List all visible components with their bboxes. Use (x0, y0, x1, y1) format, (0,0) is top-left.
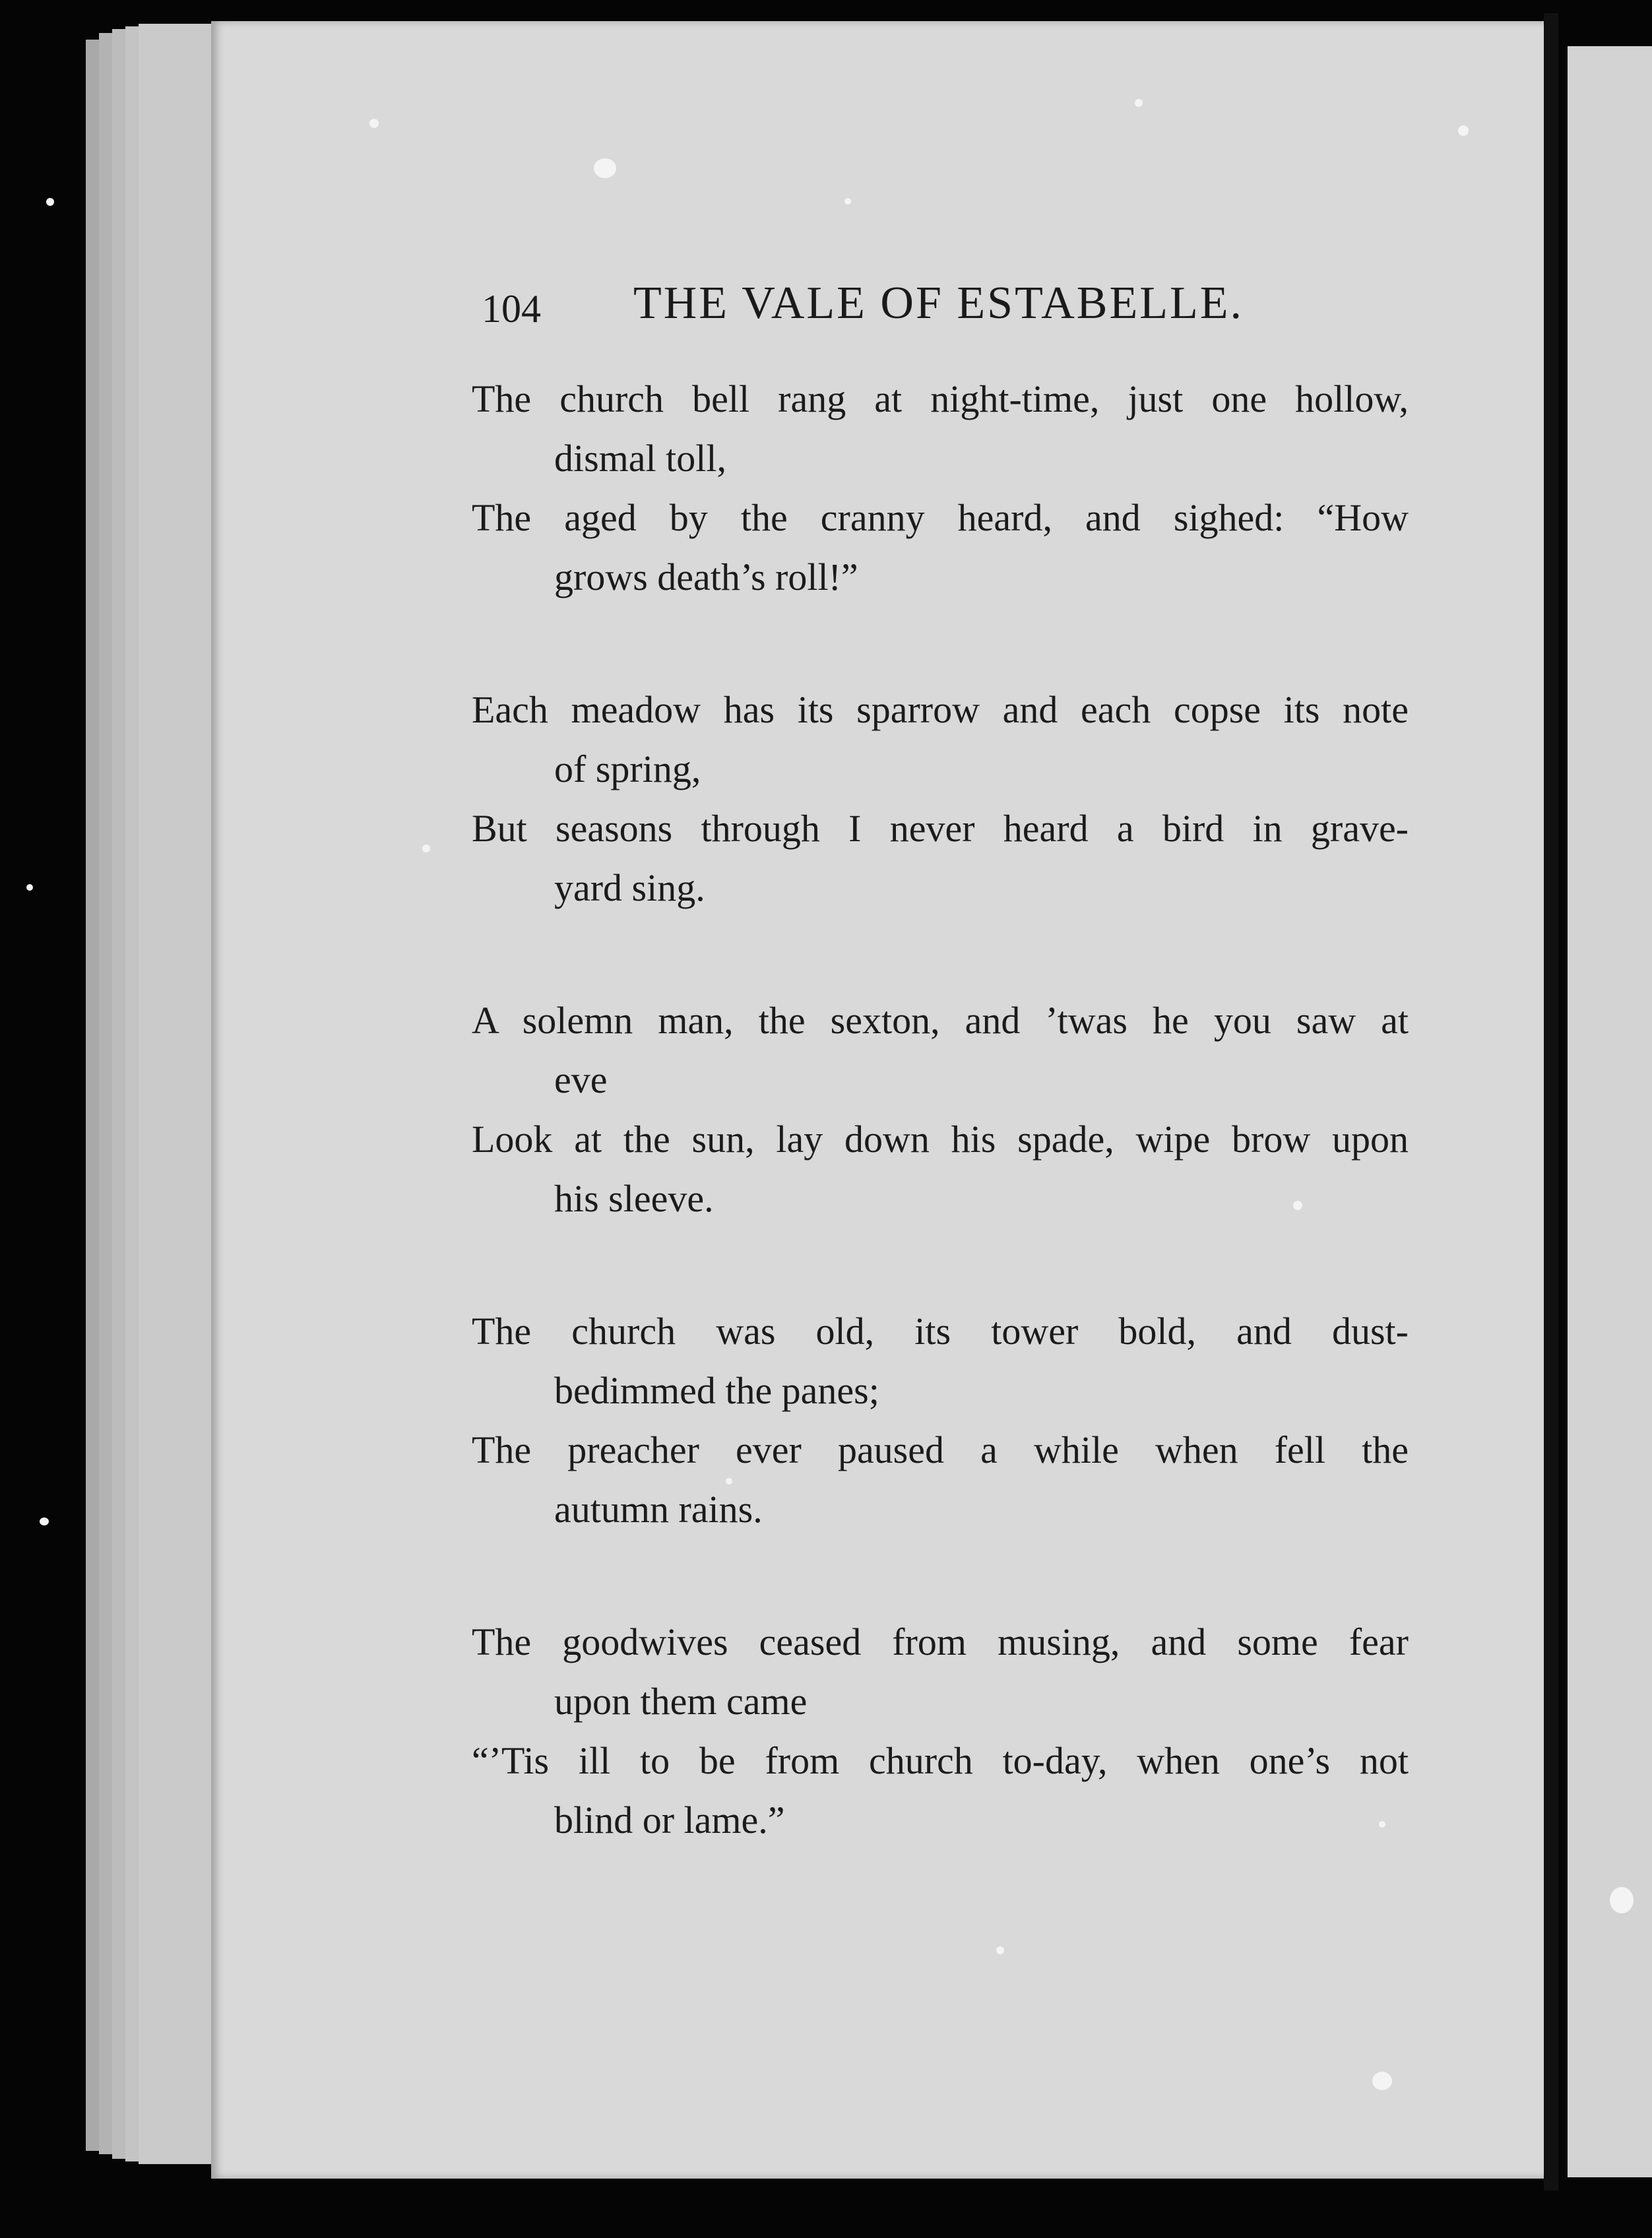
dust-speck (1293, 1201, 1302, 1210)
dust-speck (46, 198, 54, 206)
verse-line: The aged by the cranny heard, and sighed: “How (472, 496, 1409, 539)
dust-speck (1372, 2072, 1392, 2090)
dust-speck (996, 1946, 1004, 1954)
verse-line-continuation: upon them came (554, 1680, 808, 1723)
dust-speck (1610, 1887, 1634, 1913)
verse-line-continuation: autumn rains. (554, 1488, 763, 1531)
verse-line: Each meadow has its sparrow and each copse its note (472, 688, 1409, 731)
page-number: 104 (482, 287, 541, 331)
facing-page-edge (1568, 46, 1652, 2177)
verse-line: But seasons through I never heard a bird in grave- (472, 807, 1409, 850)
verse-line-continuation: blind or lame.” (554, 1799, 785, 1841)
dust-speck (26, 884, 33, 891)
stanza (472, 991, 1409, 1229)
dust-speck (594, 158, 616, 178)
verse-line: Look at the sun, lay down his spade, wipe brow upon (472, 1118, 1409, 1161)
dust-speck (726, 1478, 732, 1485)
verse-line-continuation: eve (554, 1058, 608, 1101)
stanza (472, 1302, 1409, 1539)
running-head (482, 277, 1300, 336)
book-gutter (1544, 13, 1558, 2190)
verse-line-continuation: bedimmed the panes; (554, 1369, 879, 1412)
stanza (472, 680, 1409, 918)
verse-line: The preacher ever paused a while when fell the (472, 1428, 1409, 1471)
poem-body (472, 369, 1409, 1850)
verse-line: The church was old, its tower bold, and dust- (472, 1310, 1409, 1353)
dust-speck (422, 845, 430, 852)
stanza (472, 1613, 1409, 1850)
dust-speck (844, 198, 851, 205)
verse-line-continuation: yard sing. (554, 866, 705, 909)
dust-speck (369, 119, 379, 128)
stanza (472, 369, 1409, 607)
verse-line: The church bell rang at night-time, just one hollow, (472, 377, 1409, 420)
dust-speck (1458, 125, 1469, 136)
verse-line: “’Tis ill to be from church to-day, when one’s not (472, 1739, 1409, 1782)
verse-line: The goodwives ceased from musing, and some fear (472, 1620, 1409, 1663)
dust-speck (1135, 99, 1143, 107)
verse-line-continuation: grows death’s roll!” (554, 556, 858, 598)
verse-line-continuation: his sleeve. (554, 1177, 714, 1220)
verse-line-continuation: dismal toll, (554, 437, 726, 480)
dust-speck (40, 1518, 49, 1525)
verse-line: A solemn man, the sexton, and ’twas he you saw at (472, 999, 1409, 1042)
running-title: THE VALE OF ESTABELLE. (633, 278, 1244, 329)
page-edge (139, 24, 220, 2164)
verse-line-continuation: of spring, (554, 748, 701, 790)
dust-speck (1379, 1821, 1385, 1828)
